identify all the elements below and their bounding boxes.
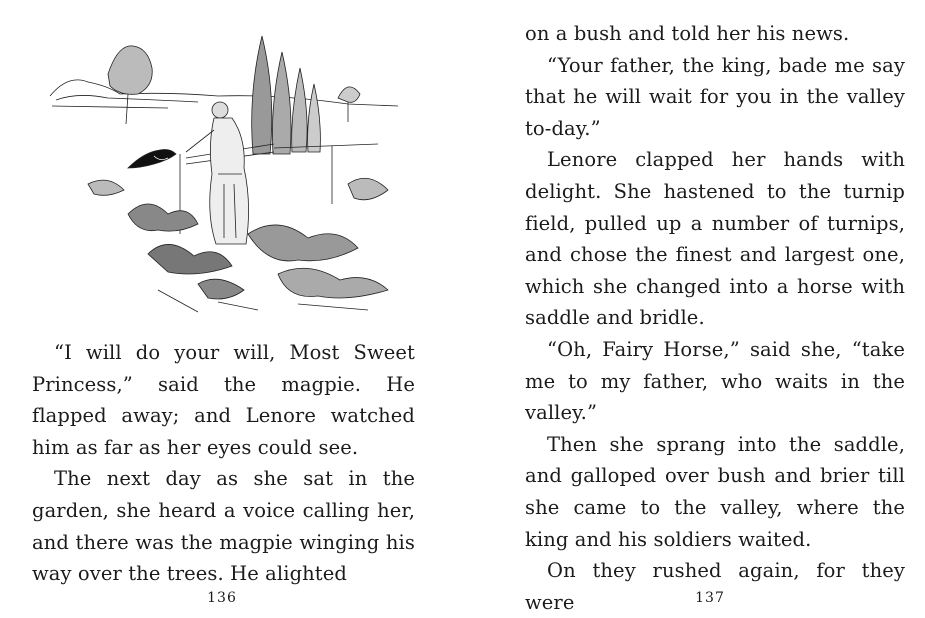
left-page-text xyxy=(32,337,415,590)
page-number: 136 xyxy=(207,590,237,606)
paragraph: On they rushed again, for they were xyxy=(525,559,905,614)
paragraph: “Oh, Fairy Horse,” said she, “take me to my father, who waits in the valley.” xyxy=(525,337,905,425)
left-page xyxy=(0,0,462,617)
engraving-illustration xyxy=(48,34,398,314)
right-page xyxy=(462,0,925,617)
right-page-text xyxy=(525,18,905,618)
paragraph: Then she sprang into the saddle, and galloped over bush and brier till she came to the valley, where the king and his soldiers waited. xyxy=(525,432,905,551)
paragraph: The next day as she sat in the garden, she heard a voice calling her, and there was the magpie winging his way over the trees. He alighted xyxy=(32,467,415,586)
paragraph: Lenore clapped her hands with delight. She hastened to the turnip field, pulled up a number of turnips, and chose the finest and largest one, which she changed into a horse with saddle and bridle. xyxy=(525,148,905,330)
paragraph: on a bush and told her his news. xyxy=(525,22,850,45)
paragraph: “Your father, the king, bade me say that he will wait for you in the valley to-day.” xyxy=(525,53,905,140)
magpie-girl-garden-engraving-icon xyxy=(48,34,398,314)
paragraph: “I will do your will, Most Sweet Princess,” said the magpie. He flapped away; and Lenore watched him as far as her eyes could see. xyxy=(32,341,415,459)
page-number: 137 xyxy=(695,590,725,606)
